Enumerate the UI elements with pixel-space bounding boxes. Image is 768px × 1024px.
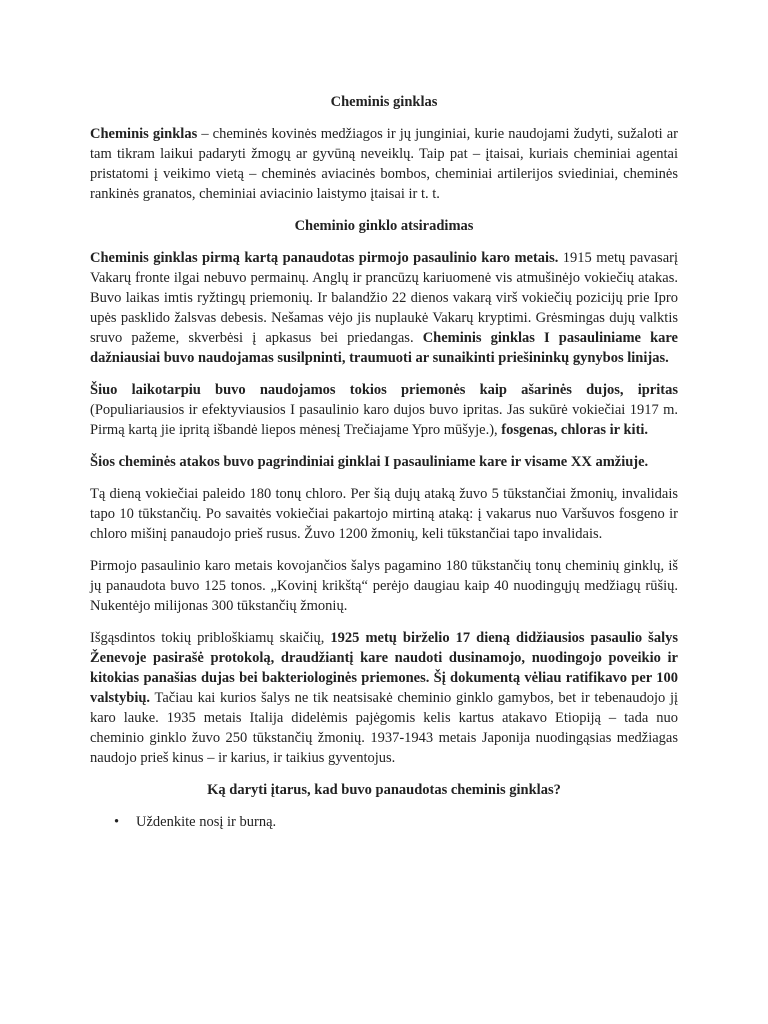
paragraph-geneva-text-end: Tačiau kai kurios šalys ne tik neatsisakė cheminio ginklo gamybos, bet ir tebenaudojo jį karo lauke. 1935 metais Italija didelėmis pajėgomis kelis kartus atakavo Etiopiją – tada nuo cheminio ginklo žuvo 250 tūkstančių žmonių. 1937-1943 metais Japonija nuodingąsias medžiagas naudojo prieš kinus – ir karius, ir taikius gyventojus. (90, 690, 678, 766)
paragraph-first-use-text: 1915 metų pavasarį Vakarų fronte ilgai nebuvo permainų. Anglų ir prancūzų kariuomenė vis atmušinėjo vokiečių atakas. Buvo laikas imtis ryžtingų priemonių. Ir balandžio 22 dienos vakarą virš vokiečių pozicijų prie Ipro upės pasklido žalsvas debesis. Nešamas vėjo jis nuplaukė Vakarų kryptimi. Grėsmingas dujų valktis sruvo pažeme, skverbėsi į apkasus bei priedangas. (90, 250, 678, 346)
paragraph-geneva-text-start: Išgąsdintos tokių pribloškiamų skaičių, (90, 630, 331, 646)
paragraph-first-use-bold-start: Cheminis ginklas pirmą kartą panaudotas pirmojo pasaulinio karo metais. (90, 250, 559, 266)
advice-list (90, 812, 678, 832)
paragraph-geneva-protocol (90, 628, 678, 768)
bullet-icon: • (114, 814, 120, 830)
intro-paragraph (90, 124, 678, 204)
list-item (106, 812, 678, 832)
paragraph-casualties: Tą dieną vokiečiai paleido 180 tonų chloro. Per šią dujų ataką žuvo 5 tūkstančiai žmonių, invalidais tapo 10 tūkstančių. Po savaitės vokiečiai pakartojo mirtiną ataką: į vakarus nuo Varšuvos fosgeno ir chloro mišinį panaudojo prieš rusus. Žuvo 1200 žmonių, keli tūkstančiai tapo invalidais. (90, 486, 678, 542)
paragraph-agents-bold-start: Šiuo laikotarpiu buvo naudojamos tokios priemonės kaip ašarinės dujos, ipritas (90, 382, 678, 398)
document-title: Cheminis ginklas (330, 94, 438, 110)
paragraph-main-weapons (90, 452, 678, 472)
document-page (90, 92, 678, 832)
paragraph-geneva-bold: 1925 metų birželio 17 dieną didžiausios pasaulio šalys Ženevoje pasirašė protokolą, draudžiantį kare naudoti dusinamojo, nuodingojo poveikio ir kitokias panašias dujas bei bakteriologinės priemones. Šį dokumentą vėliau ratifikavo per 100 valstybių. (90, 630, 678, 706)
paragraph-production: Pirmojo pasaulinio karo metais kovojančios šalys pagamino 180 tūkstančių tonų cheminių ginklų, iš jų panaudota buvo 125 tonos. „Kovinį krikštą“ perėjo daugiau kaip 40 nuodingųjų medžiagų rūšių. Nukentėjo milijonas 300 tūkstančių žmonių. (90, 558, 678, 614)
paragraph-agents (90, 380, 678, 440)
section-heading-origin: Cheminio ginklo atsiradimas (294, 218, 474, 234)
paragraph-first-use-bold-end: Cheminis ginklas I pasauliniame kare dažniausiai buvo naudojamas susilpninti, traumuoti ar sunaikinti priešininkų gynybos linijas. (90, 330, 678, 366)
intro-bold-term: Cheminis ginklas (90, 126, 198, 142)
paragraph-first-use (90, 248, 678, 368)
intro-text: – cheminės kovinės medžiagos ir jų junginiai, kurie naudojami žudyti, sužaloti ar tam tikram laikui padaryti žmogų ar gyvūną neveiklų. Taip pat – įtaisai, kuriais cheminiai agentai pristatomi į veikimo vietą – cheminės aviacinės bombos, cheminiai artilerijos sviediniai, cheminės rankinės granatos, cheminiai aviacinio laistymo įtaisai ir t. t. (90, 126, 678, 202)
paragraph-agents-text: (Populiariausios ir efektyviausios I pasaulinio karo dujos buvo ipritas. Jas sukūrė vokiečiai 1917 m. Pirmą kartą jie ipritą išbandė liepos mėnesį Trečiajame Ypro mūšyje.), (90, 402, 678, 438)
paragraph-agents-bold-end: fosgenas, chloras ir kiti. (501, 422, 649, 438)
paragraph-main-weapons-bold: Šios cheminės atakos buvo pagrindiniai ginklai I pasauliniame kare ir visame XX amžiuje. (90, 454, 649, 470)
list-item-text: Uždenkite nosį ir burną. (136, 814, 277, 830)
section-heading-what-to-do: Ką daryti įtarus, kad buvo panaudotas cheminis ginklas? (207, 782, 561, 798)
